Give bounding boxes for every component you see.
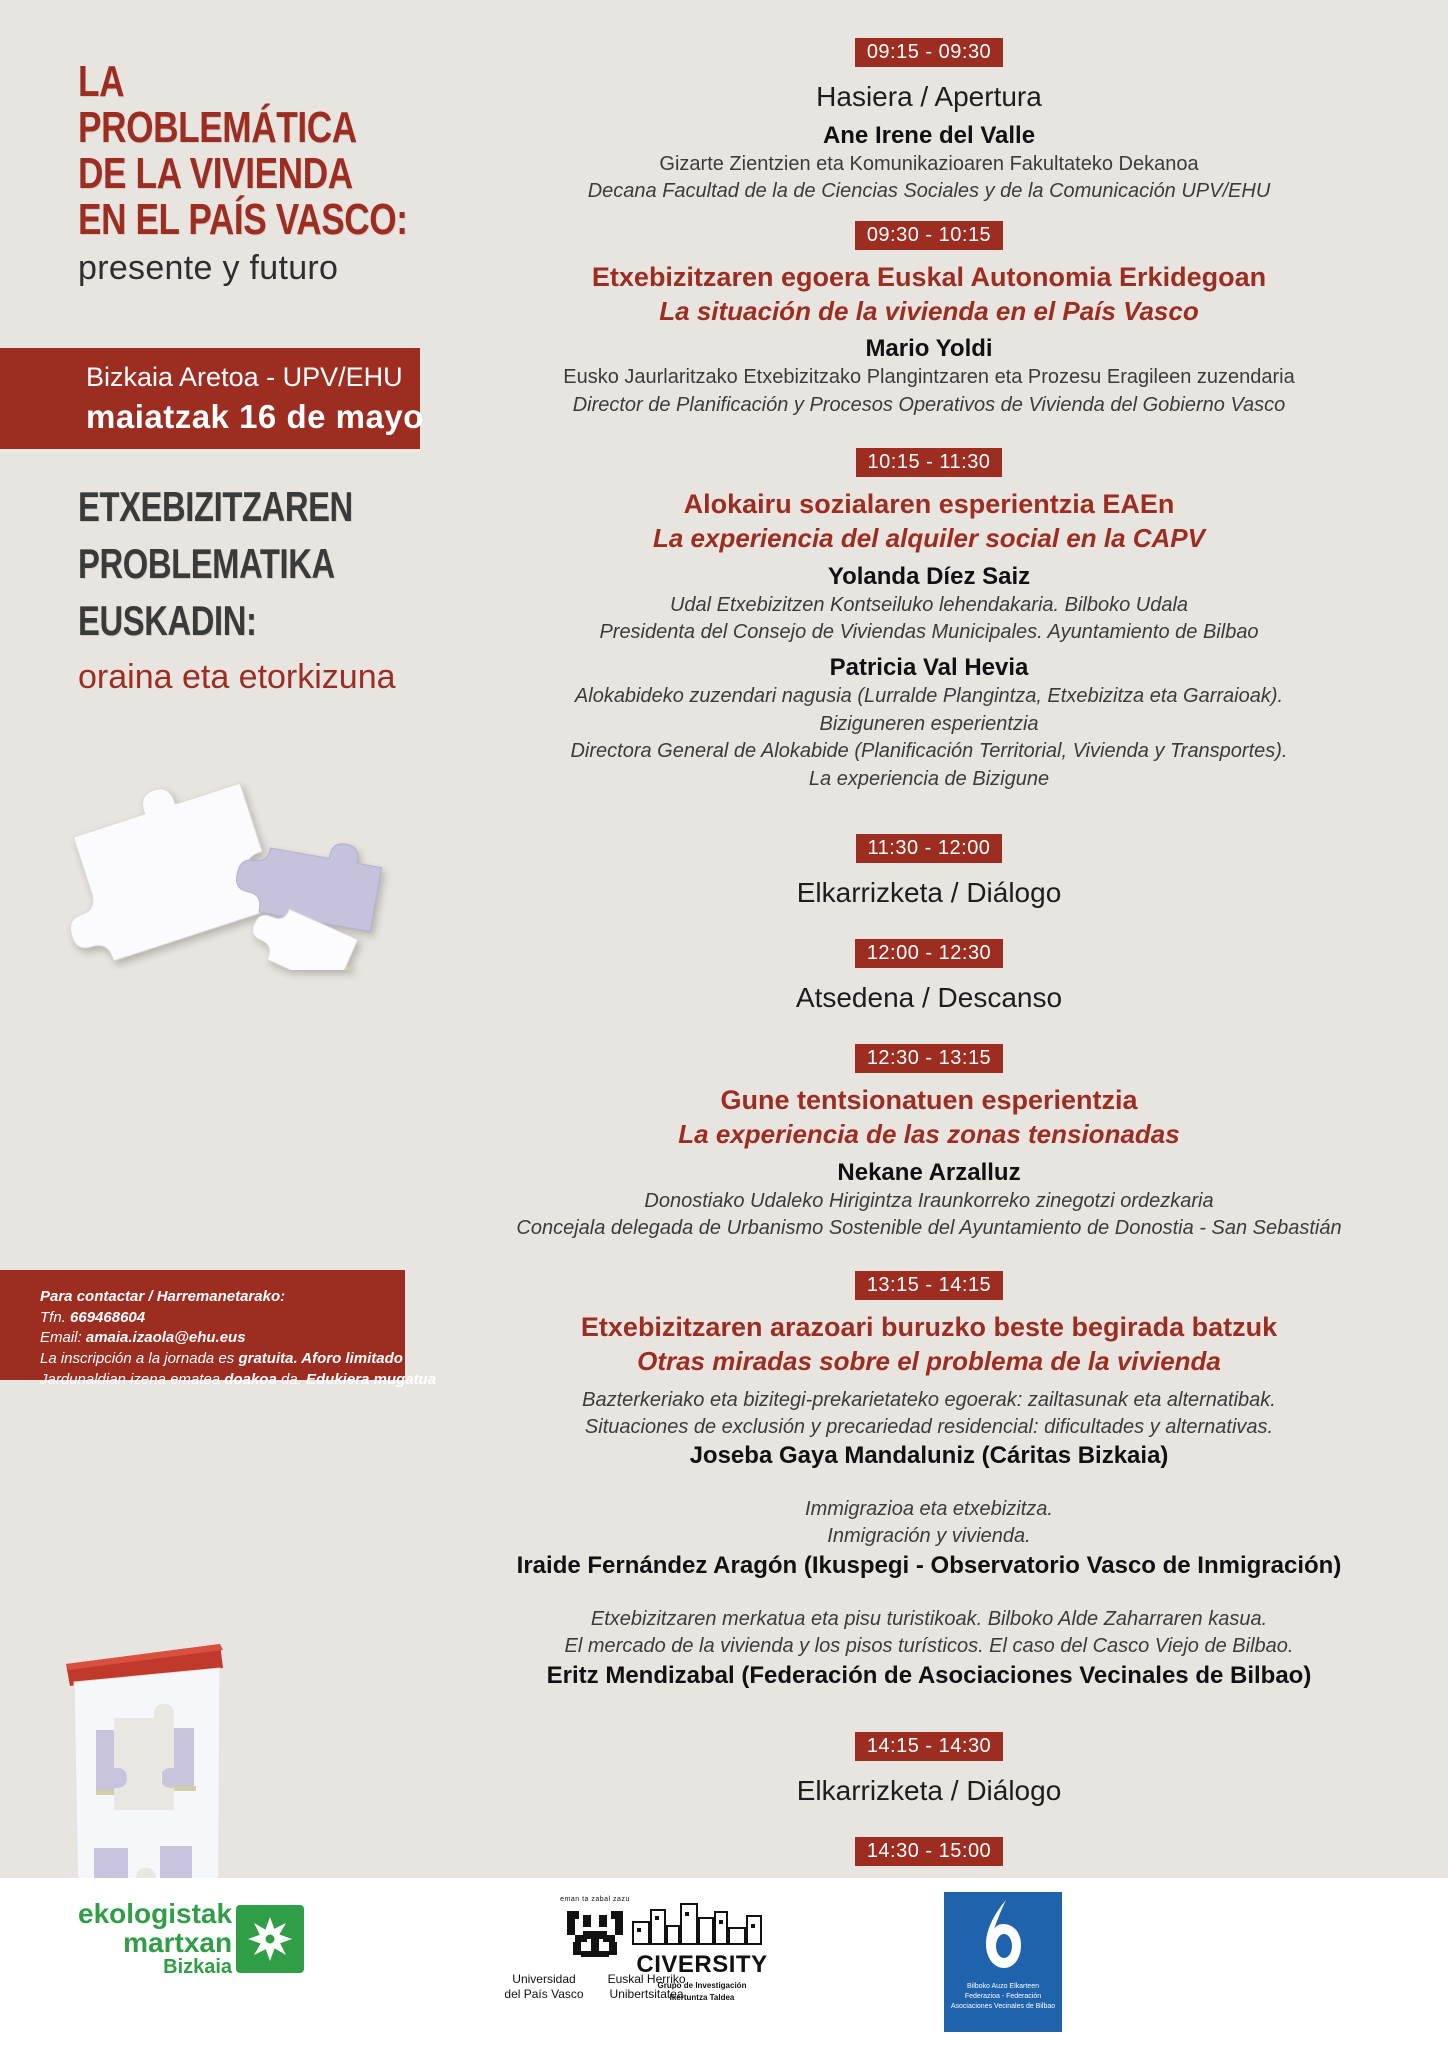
upv-name-es-2: del País Vasco [504, 1987, 584, 2001]
session-title-es: La situación de la vivienda en el País Vasco [659, 295, 1199, 326]
note-eu-bold-2: Edukiera mugatua [306, 1370, 437, 1388]
note-es-pre: La inscripción a la jornada es [40, 1350, 239, 1368]
speaker-role-eu: Gizarte Zientzien eta Komunikazioaren Fakultateko Dekanoa [659, 153, 1199, 175]
topic-line-eu: Etxebizitzaren merkatua eta pisu turistikoak. Bilboko Alde Zaharraren kasua. [590, 1608, 1268, 1630]
speaker-role-eu: Alokabideko zuzendari nagusia (Lurralde Plangintza, Etxebizitza eta Garraioak). [574, 685, 1284, 708]
speaker-role-eu: Donostiako Udaleko Hirigintza Iraunkorreko zinegotzi ordezkaria [644, 1189, 1214, 1212]
speaker-name: Patricia Val Hevia [829, 654, 1029, 682]
time-badge: 14:30 - 15:00 [855, 1837, 1003, 1866]
title-es-line-2: PROBLEMÁTICA [78, 102, 357, 152]
speaker-role-es: Director de Planificación y Procesos Operativos de Vivienda del Gobierno Vasco [572, 393, 1286, 416]
session-title-es: La experiencia del alquiler social en la CAPV [652, 522, 1205, 553]
program-item [410, 448, 1448, 792]
speaker-role-es-2: La experiencia de Bizigune [808, 767, 1050, 790]
puzzle-piece-decoration-upper [55, 770, 385, 970]
upv-name-es-1: Universidad [512, 1972, 576, 1986]
time-badge: 09:30 - 10:15 [855, 221, 1003, 250]
venue-text: Bizkaia Aretoa - UPV/EHU [86, 362, 403, 392]
speaker-role-es: Decana Facultad de la de Ciencias Sociales y de la Comunicación UPV/EHU [587, 180, 1271, 203]
phone-label: Tfn. [40, 1308, 66, 1326]
footer-logo-bar [0, 1878, 1448, 2048]
spacer [410, 209, 1448, 221]
session-title-es: Otras miradas sobre el problema de la vivienda [637, 1346, 1221, 1377]
civersity-sub-2: Ikertuntza Taldea [669, 1993, 735, 2003]
topic-line-eu: Immigrazioa eta etxebizitza. [805, 1498, 1053, 1521]
title-es-line-1: LA [78, 57, 125, 106]
speaker-role-es: Presidenta del Consejo de Viviendas Municipales. Ayuntamiento de Bilbao [599, 621, 1259, 644]
session-title-es: La experiencia de las zonas tensionadas [678, 1118, 1180, 1149]
note-eu-bold-1: doakoa [224, 1370, 277, 1388]
contact-box [0, 1270, 437, 1388]
title-es-subtitle: presente y futuro [78, 248, 339, 287]
time-badge: 13:15 - 14:15 [855, 1271, 1003, 1300]
title-eu-line-1: ETXEBIZITZAREN [78, 483, 353, 530]
speaker-name: Eritz Mendizabal (Federación de Asociaciones Vecinales de Bilbao) [546, 1661, 1312, 1689]
note-eu-pre: Jardunaldian izena ematea [40, 1370, 225, 1388]
spacer [410, 422, 1448, 448]
spacer [410, 1377, 1448, 1387]
spacer [410, 796, 1448, 834]
contact-heading: Para contactar / Harremanetarako: [40, 1288, 286, 1305]
title-eu-subtitle: oraina eta etorkizuna [78, 657, 396, 696]
speaker-role-es: Directora General de Alokabide (Planificación Territorial, Vivienda y Transportes). [570, 740, 1288, 763]
bilbao-federacion-mark-icon [972, 1892, 1034, 1978]
contact-email-row [40, 1328, 405, 1349]
title-es-line-4: EN EL PAÍS VASCO: [78, 194, 408, 244]
program-item [410, 1732, 1448, 1807]
ekologistak-line-3: Bizkaia [163, 1956, 233, 1979]
session-plain-title: Elkarrizketa / Diálogo [796, 1774, 1062, 1806]
spacer [410, 1694, 1448, 1732]
session-title-eu: Gune tentsionatuen esperientzia [720, 1084, 1138, 1115]
session-plain-title: Elkarrizketa / Diálogo [796, 876, 1062, 908]
program-item [410, 939, 1448, 1014]
ekologistak-line-2: martxan [123, 1926, 233, 1958]
contact-phone-row [40, 1308, 405, 1329]
spacer [410, 1580, 1448, 1606]
program-item [410, 1271, 1448, 1689]
spacer [410, 1470, 1448, 1496]
topic-line-es: El mercado de la vivienda y los pisos turísticos. El caso del Casco Viejo de Bilbao. [564, 1634, 1294, 1657]
title-eu-line-3: EUSKADIN: [78, 596, 257, 644]
email-address[interactable]: amaia.izaola@ehu.eus [85, 1329, 246, 1347]
phone-number: 669468604 [70, 1308, 146, 1326]
bilbao-line-1: Bilboko Auzo Elkarteen [966, 1983, 1039, 1990]
civersity-sub-1: Grupo de Investigación [657, 1981, 747, 1990]
speaker-role-eu: Eusko Jaurlaritzako Etxebizitzako Plangintzaren eta Prozesu Eragileen zuzendaria [563, 366, 1295, 389]
logo-bilbao-federacion [944, 1892, 1062, 2032]
speaker-role-eu: Udal Etxebizitzen Kontseiluko lehendakaria. Bilboko Udala [669, 593, 1189, 616]
date-venue-band [0, 348, 424, 452]
ekologistak-wordmark [78, 1900, 232, 1977]
speaker-name: Ane Irene del Valle [822, 122, 1036, 149]
contact-note-eu [40, 1370, 437, 1391]
session-title-eu: Etxebizitzaren egoera Euskal Autonomia Erkidegoan [591, 261, 1267, 292]
time-badge: 09:15 - 09:30 [855, 38, 1003, 67]
title-es-line-3: DE LA VIVIENDA [78, 148, 353, 198]
upv-name-es [504, 1972, 583, 2002]
logo-ekologistak-martxan [78, 1900, 304, 1977]
note-eu-mid: da. [276, 1370, 306, 1388]
upv-motto: eman ta zabal zazu [560, 1896, 630, 1903]
time-badge: 12:00 - 12:30 [855, 939, 1003, 968]
program-item [410, 221, 1448, 418]
ekologistak-flower-icon [236, 1905, 304, 1973]
note-es-bold: gratuita. Aforo limitado [238, 1350, 403, 1368]
civersity-wordmark: CIVERSITY [636, 1951, 768, 1978]
session-title-eu: Alokairu sozialaren esperientzia EAEn [683, 489, 1175, 520]
time-badge: 10:15 - 11:30 [856, 448, 1003, 477]
time-badge: 14:15 - 14:30 [855, 1732, 1003, 1761]
speaker-role-es: Concejala delegada de Urbanismo Sostenible del Ayuntamiento de Donostia - San Sebastián [516, 1216, 1342, 1239]
topic-line-es: Situaciones de exclusión y precariedad residencial: dificultades y alternativas. [584, 1415, 1274, 1438]
time-badge: 12:30 - 13:15 [855, 1044, 1003, 1073]
speaker-name: Joseba Gaya Mandaluniz (Cáritas Bizkaia) [689, 1442, 1169, 1470]
contact-note-es [40, 1349, 405, 1370]
basque-title-block [78, 483, 458, 697]
time-badge: 11:30 - 12:00 [856, 834, 1003, 863]
spacer [410, 1811, 1448, 1837]
email-label: Email: [40, 1329, 82, 1347]
ekologistak-line-1: ekologistak [78, 1898, 233, 1929]
spacer [410, 1245, 1448, 1271]
spacer [410, 1018, 1448, 1044]
spacer [410, 913, 1448, 939]
program-item [410, 38, 1448, 205]
session-title-eu: Etxebizitzaren arazoari buruzko beste begirada batzuk [580, 1312, 1278, 1343]
upv-name-eu-2: Unibertsitatea [609, 1987, 684, 2001]
program-column [410, 0, 1448, 1916]
date-text: maiatzak 16 de mayo [86, 398, 424, 435]
program-item [410, 834, 1448, 909]
speaker-name: Nekane Arzalluz [837, 1158, 1021, 1186]
topic-line-eu: Bazterkeriako eta bizitegi-prekarietateko egoerak: zailtasunak eta alternatibak. [582, 1388, 1276, 1411]
session-plain-title: Hasiera / Apertura [816, 81, 1042, 112]
speaker-role-eu-2: Biziguneren esperientzia [819, 712, 1039, 735]
program-item [410, 1044, 1448, 1241]
logo-civersity [612, 1900, 792, 2004]
spanish-title-block [78, 57, 438, 288]
upv-name-eu-1: Euskal Herriko [607, 1972, 686, 1986]
session-plain-title: Atsedena / Descanso [795, 981, 1063, 1013]
speaker-name: Iraide Fernández Aragón (Ikuspegi - Observatorio Vasco de Inmigración) [516, 1552, 1342, 1579]
bilbao-line-2: Federazioa - Federación [964, 1993, 1042, 2001]
speaker-name: Yolanda Díez Saiz [827, 562, 1031, 590]
speaker-name: Mario Yoldi [865, 335, 993, 363]
bilbao-line-3: Asociaciones Vecinales de Bilbao [950, 2003, 1056, 2011]
civersity-skyline-icon [627, 1900, 777, 1946]
left-column [0, 0, 440, 1470]
topic-line-es: Inmigración y vivienda. [827, 1525, 1031, 1548]
title-eu-line-2: PROBLEMATIKA [78, 539, 335, 587]
bilbao-federacion-text [951, 1982, 1055, 2012]
